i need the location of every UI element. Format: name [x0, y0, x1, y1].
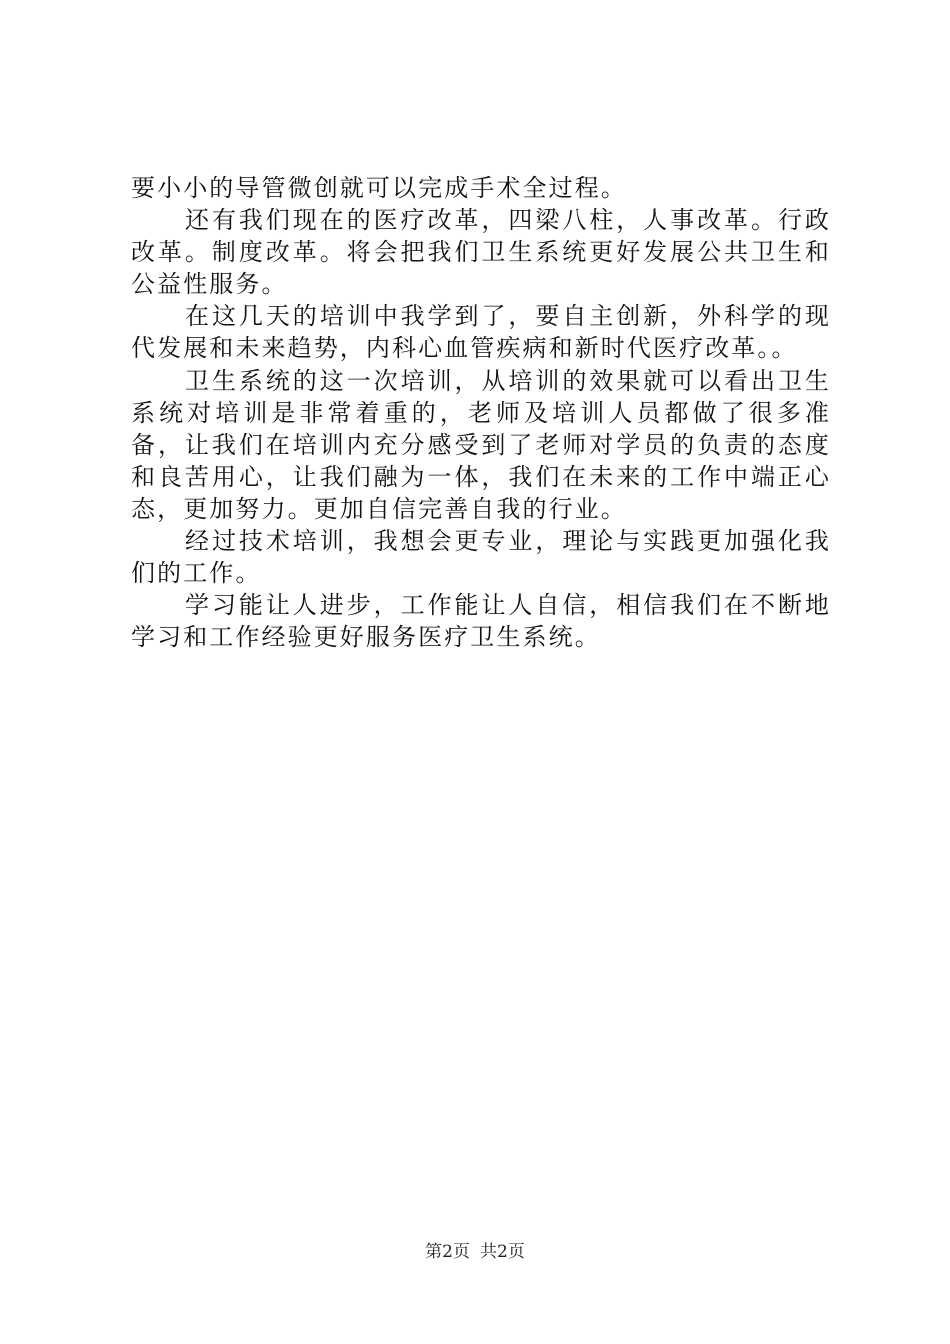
- paragraph-1: 要小小的导管微创就可以完成手术全过程。: [131, 174, 627, 202]
- paragraph-2: 还有我们现在的医疗改革，四梁八柱，人事改革。行政改革。制度改革。将会把我们卫生系统更好发展公共卫生和公益性服务。: [131, 206, 831, 299]
- paragraph-5: 经过技术培训，我想会更专业，理论与实践更加强化我们的工作。: [131, 527, 831, 588]
- page-number-total: 共2页: [480, 1242, 525, 1262]
- page-footer: [0, 1240, 950, 1264]
- paragraph-6: 学习能让人进步，工作能让人自信，相信我们在不断地学习和工作经验更好服务医疗卫生系统。: [131, 591, 831, 652]
- paragraph-3: 在这几天的培训中我学到了，要自主创新，外科学的现代发展和未来趋势，内科心血管疾病和新时代医疗改革。。: [131, 302, 831, 363]
- document-body: [131, 172, 831, 653]
- page-number-current: 第2页: [425, 1242, 470, 1262]
- paragraph-4: 卫生系统的这一次培训，从培训的效果就可以看出卫生系统对培训是非常着重的，老师及培训人员都做了很多准备，让我们在培训内充分感受到了老师对学员的负责的态度和良苦用心，让我们融为一体，我们在未来的工作中端正心态，更加努力。更加自信完善自我的行业。: [131, 366, 831, 523]
